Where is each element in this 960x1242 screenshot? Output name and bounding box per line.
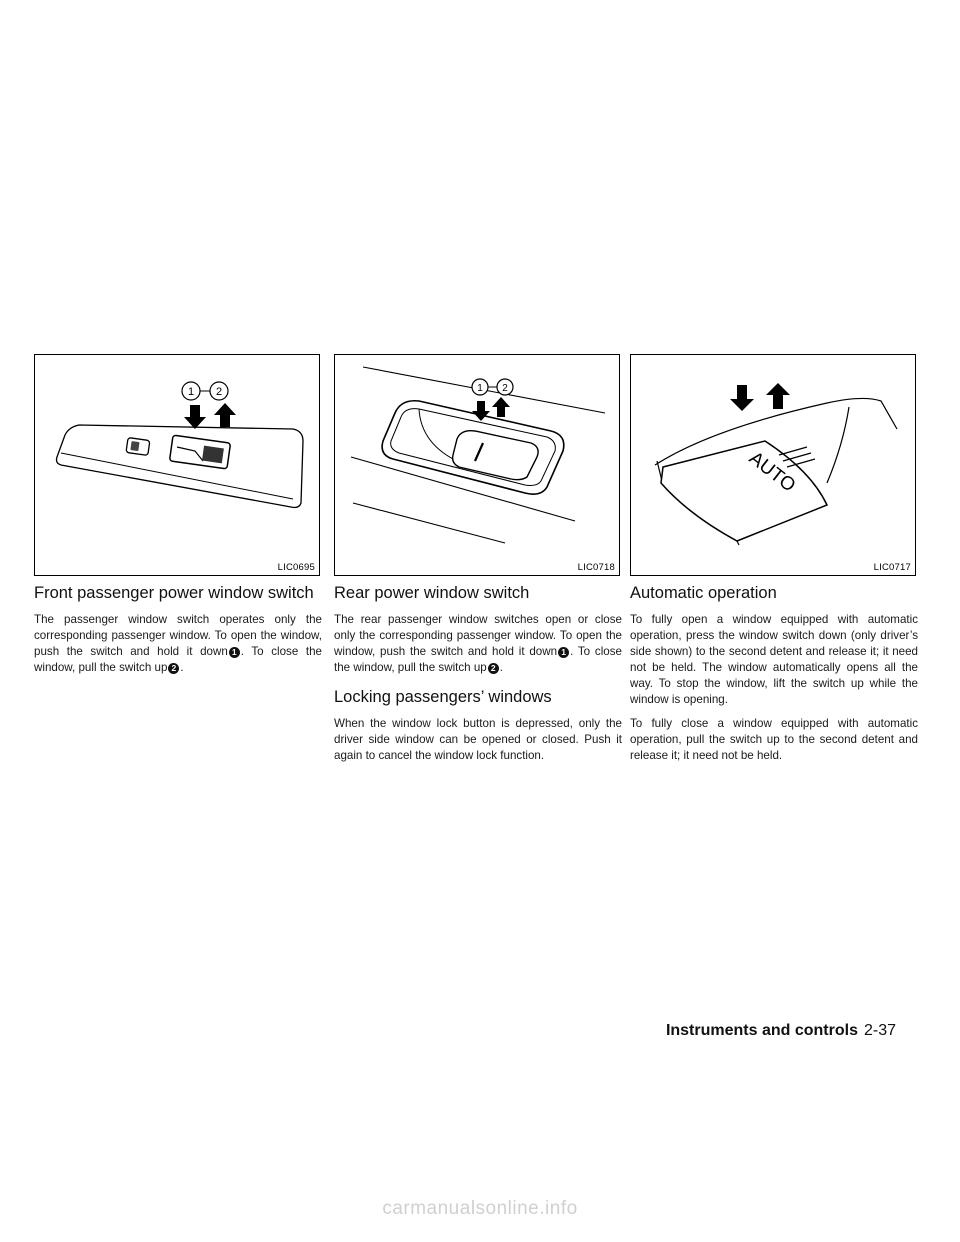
callout-2-label: 2	[502, 383, 508, 394]
section-body: To fully open a window equipped with automatic operation, press the window switch down (only driver’s side shown) to the second detent and release it; it need not be held. The window automatically opens all the way. To stop the window, lift the switch up while the window is opening.	[630, 613, 918, 706]
callout-1-label: 1	[187, 386, 195, 398]
section-body	[334, 612, 622, 676]
section-title: Front passenger power window switch	[34, 584, 314, 602]
column-rear	[334, 354, 622, 772]
figure-front-passenger-switch	[34, 354, 320, 576]
section-body	[34, 612, 322, 676]
body-text: .	[180, 661, 184, 674]
ref-marker-1: 1	[558, 647, 569, 658]
page-number: 2-37	[863, 1022, 896, 1039]
column-automatic	[630, 354, 918, 772]
callout-1-label: 1	[477, 383, 483, 394]
figure-code: LIC0695	[277, 562, 315, 573]
figure-code: LIC0717	[873, 562, 911, 573]
section-title: Automatic operation	[630, 584, 777, 602]
section-title: Locking passengers’ windows	[334, 688, 552, 706]
page-footer	[666, 1022, 896, 1040]
body-text: The rear passenger window switches open or close only the corresponding passenger window. To open the window, push the switch and hold it down	[334, 613, 622, 658]
body-text: . To close the window, pull the switch up	[334, 645, 622, 674]
auto-switch-label: AUTO	[744, 447, 800, 497]
body-text: . To close the window, pull the switch up	[34, 645, 322, 674]
ref-marker-2: 2	[168, 663, 179, 674]
section-title: Rear power window switch	[334, 584, 530, 602]
column-front-passenger	[34, 354, 322, 684]
body-text: The passenger window switch operates only the corresponding passenger window. To open the window, push the switch and hold it down	[34, 613, 322, 658]
auto-switch-label-layer	[631, 355, 916, 576]
footer-section-name: Instruments and controls	[665, 1022, 858, 1039]
rear-switch-callout-labels	[335, 355, 620, 576]
ref-marker-1: 1	[229, 647, 240, 658]
body-text: .	[499, 661, 503, 674]
ref-marker-2: 2	[488, 663, 499, 674]
section-body: To fully close a window equipped with automatic operation, pull the switch up to the second detent and release it; it need not be held.	[630, 717, 918, 762]
watermark: carmanualsonline.info	[382, 1198, 578, 1219]
section-body: When the window lock button is depressed, only the driver side window can be opened or closed. Push it again to cancel the window lock function.	[334, 717, 622, 762]
callout-2-label: 2	[215, 386, 223, 398]
front-switch-callout-labels	[35, 355, 320, 576]
figure-rear-switch	[334, 354, 620, 576]
figure-code: LIC0718	[577, 562, 615, 573]
figure-auto-switch	[630, 354, 916, 576]
